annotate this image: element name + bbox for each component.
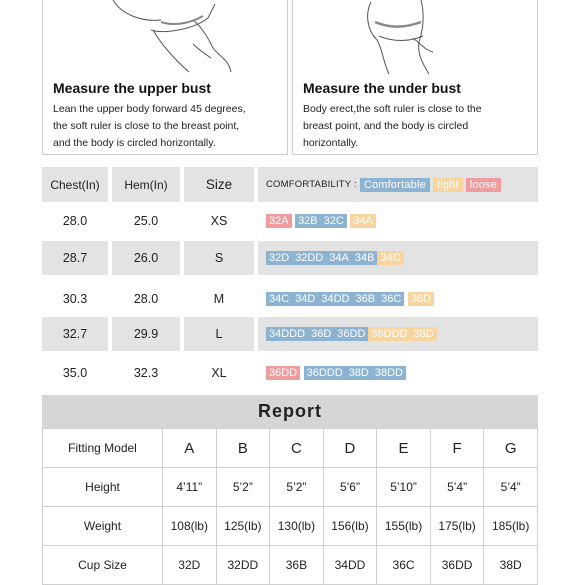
cup-chip: 32D — [266, 251, 292, 265]
model-cell: F — [430, 429, 484, 468]
cup-chip: 34DDD — [266, 327, 308, 341]
height-cell: 5’10” — [377, 468, 431, 507]
size-row-m — [42, 282, 538, 316]
under-bust-line-2: breast point, and the body is circled — [303, 120, 469, 132]
cup-chip: 36C — [378, 292, 404, 306]
upper-bust-line-2: the soft ruler is close to the breast point, — [53, 120, 240, 132]
chest-value: 30.3 — [62, 292, 88, 306]
cup-chip: 32DD — [292, 251, 326, 265]
cup-chip: 36DD — [334, 327, 368, 341]
chest-value: 28.0 — [62, 214, 88, 228]
cup-size-cell: 32DD — [216, 546, 270, 585]
report-row-height — [43, 468, 538, 507]
weight-cell: 108(lb) — [163, 507, 217, 546]
cup-chip: 34B — [352, 251, 378, 265]
cup-list — [258, 204, 538, 238]
size-value: XL — [211, 366, 227, 380]
cup-chip: 36DD — [266, 366, 300, 380]
size-value: L — [184, 317, 254, 351]
cup-chip: 34C — [377, 251, 403, 265]
under-bust-line-1: Body erect,the soft ruler is close to the — [303, 103, 482, 115]
cup-size-cell: 32D — [163, 546, 217, 585]
cup-chip: 38D — [346, 366, 372, 380]
model-cell: B — [216, 429, 270, 468]
model-cell: E — [377, 429, 431, 468]
under-bust-figure-illustration — [293, 0, 538, 80]
report-row-weight — [43, 507, 538, 546]
hem-value: 25.0 — [133, 214, 159, 228]
upper-bust-title: Measure the upper bust — [53, 80, 211, 96]
chest-value: 28.7 — [42, 241, 108, 275]
chest-value: 32.7 — [42, 317, 108, 351]
hem-value: 26.0 — [112, 241, 180, 275]
cup-list — [258, 317, 538, 351]
cup-list — [258, 241, 538, 275]
row-label: Cup Size — [43, 546, 163, 585]
legend-loose: loose — [466, 178, 501, 192]
chest-header: Chest(In) — [42, 167, 108, 202]
upper-bust-figure-illustration — [43, 0, 288, 80]
cup-chip: 36DDD — [304, 366, 346, 380]
legend-comfortable: Comfortable — [360, 178, 430, 192]
cup-list — [258, 282, 538, 316]
weight-cell: 185(lb) — [484, 507, 538, 546]
cup-size-cell: 36DD — [430, 546, 484, 585]
cup-chip: 36D — [308, 327, 334, 341]
upper-bust-line-1: Lean the upper body forward 45 degrees, — [53, 103, 246, 115]
hem-value: 32.3 — [133, 366, 159, 380]
size-value: S — [184, 241, 254, 275]
hem-header: Hem(In) — [112, 167, 180, 202]
model-cell: G — [484, 429, 538, 468]
size-value: XS — [210, 214, 228, 228]
legend-tight: tight — [433, 178, 463, 192]
report-row-cup-size — [43, 546, 538, 585]
upper-bust-line-3: and the body is circled horizontally. — [53, 137, 216, 149]
chest-value: 35.0 — [62, 366, 88, 380]
cup-chip: 34A — [326, 251, 352, 265]
row-label: Fitting Model — [43, 429, 163, 468]
report-row-model — [43, 429, 538, 468]
under-bust-description — [303, 101, 535, 152]
cup-size-cell: 36B — [270, 546, 324, 585]
weight-cell: 175(lb) — [430, 507, 484, 546]
size-table-header — [42, 167, 538, 202]
cup-chip: 36DDD — [368, 327, 410, 341]
under-bust-panel — [292, 0, 538, 155]
hem-value: 28.0 — [133, 292, 159, 306]
model-cell: C — [270, 429, 324, 468]
cup-chip: 36D — [408, 292, 434, 306]
cup-list — [258, 356, 538, 390]
cup-chip: 34C — [266, 292, 292, 306]
weight-cell: 155(lb) — [377, 507, 431, 546]
size-row-xl — [42, 356, 538, 390]
size-row-s — [42, 241, 538, 275]
report-title: Report — [42, 395, 538, 428]
model-cell: D — [323, 429, 377, 468]
cup-chip: 34D — [292, 292, 318, 306]
height-cell: 4’11” — [163, 468, 217, 507]
hem-value: 29.9 — [112, 317, 180, 351]
weight-cell: 125(lb) — [216, 507, 270, 546]
height-cell: 5’4” — [430, 468, 484, 507]
height-cell: 5’6” — [323, 468, 377, 507]
comfortability-label: COMFORTABILITY : — [266, 179, 357, 190]
cup-chip: 38DD — [372, 366, 406, 380]
cup-size-cell: 34DD — [323, 546, 377, 585]
height-cell: 5’4” — [484, 468, 538, 507]
cup-size-cell: 36C — [377, 546, 431, 585]
model-cell: A — [163, 429, 217, 468]
cup-chip: 34A — [350, 214, 376, 228]
size-header: Size — [184, 167, 254, 202]
height-cell: 5’2” — [270, 468, 324, 507]
cup-chip: 36B — [353, 292, 379, 306]
cup-chip: 32B — [295, 214, 321, 228]
under-bust-line-3: horizontally. — [303, 137, 359, 149]
size-value: M — [213, 292, 225, 306]
size-row-l — [42, 317, 538, 351]
comfortability-legend — [258, 167, 538, 202]
weight-cell: 156(lb) — [323, 507, 377, 546]
size-row-xs — [42, 204, 538, 238]
height-cell: 5’2” — [216, 468, 270, 507]
upper-bust-description — [53, 101, 285, 152]
cup-size-cell: 38D — [484, 546, 538, 585]
cup-chip: 32A — [266, 214, 292, 228]
weight-cell: 130(lb) — [270, 507, 324, 546]
row-label: Height — [43, 468, 163, 507]
report-table — [42, 428, 538, 585]
cup-chip: 34DD — [318, 292, 352, 306]
under-bust-title: Measure the under bust — [303, 80, 461, 96]
upper-bust-panel — [42, 0, 288, 155]
cup-chip: 32C — [321, 214, 347, 228]
cup-chip: 38D — [410, 327, 436, 341]
row-label: Weight — [43, 507, 163, 546]
